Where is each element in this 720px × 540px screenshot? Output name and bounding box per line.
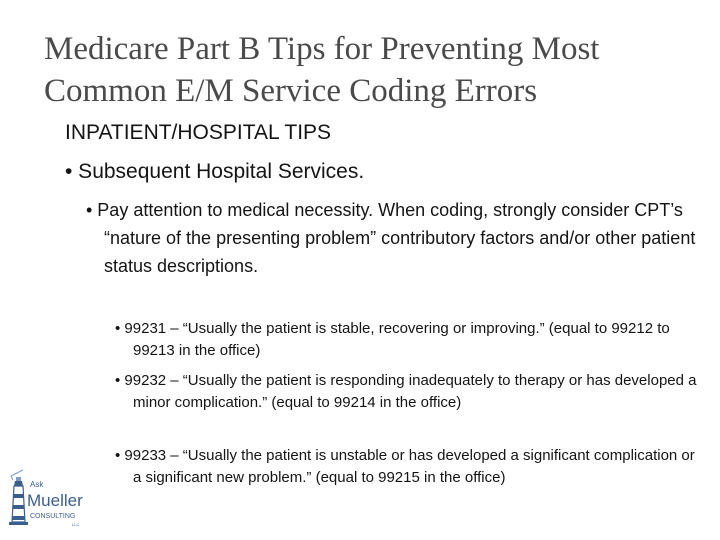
company-logo (8, 468, 88, 530)
logo-llc-text: LLC (72, 522, 80, 527)
lighthouse-icon (9, 470, 28, 525)
sub-bullet-99231: • 99231 – “Usually the patient is stable, recovering or improving.” (equal to 99212 to 99213 in the office) (115, 320, 670, 359)
logo-mueller-text: Mueller (27, 491, 83, 510)
logo-ask-text: Ask (30, 480, 44, 489)
logo-consulting-text: CONSULTING (30, 513, 76, 520)
section-heading: INPATIENT/HOSPITAL TIPS (65, 121, 332, 144)
slide-title: Medicare Part B Tips for Preventing Most Common E/M Service Coding Errors (44, 31, 600, 109)
bullet-level1: • Subsequent Hospital Services. (65, 160, 365, 183)
sub-bullet-99233: • 99233 – “Usually the patient is unstable or has developed a significant complication or a significant new problem.” (equal to 99215 in the office) (115, 447, 695, 486)
bullet-level2: • Pay attention to medical necessity. When coding, strongly consider CPT’s “nature of the presenting problem” contributory factors and/or other patient status descriptions. (86, 200, 696, 276)
sub-bullet-99232: • 99232 – “Usually the patient is responding inadequately to therapy or has developed a minor complication.” (equal to 99214 in the office) (115, 372, 697, 411)
